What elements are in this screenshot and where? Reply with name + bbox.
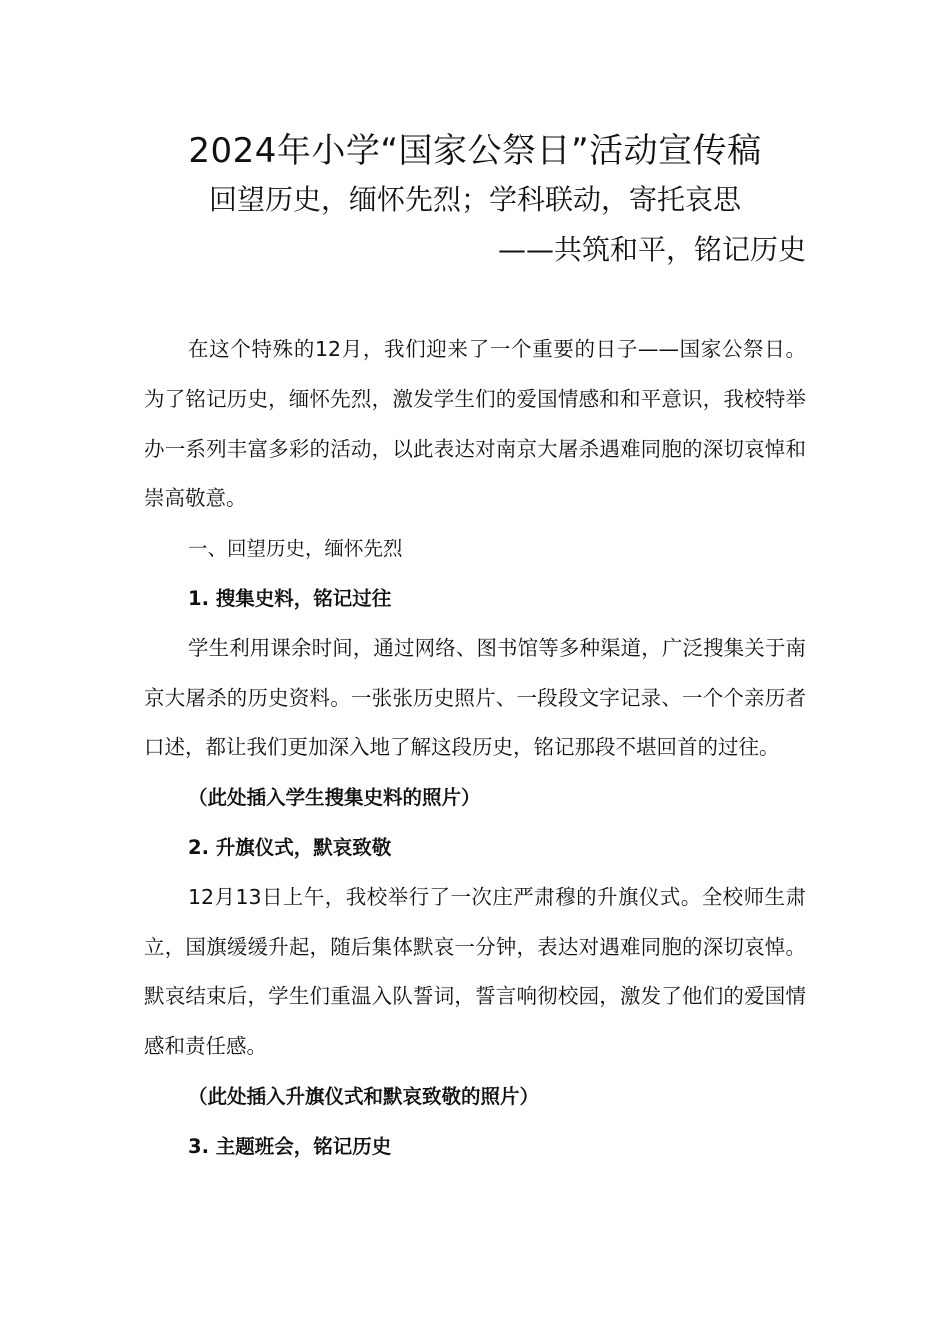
document-subtitle-2: ——共筑和平，铭记历史 [497, 233, 806, 266]
item-2-heading: 2. 升旗仪式，默哀致敬 [188, 835, 392, 859]
document-title: 2024年小学“国家公祭日”活动宣传稿 [188, 131, 762, 171]
item-1-paragraph: 学生利用课余时间，通过网络、图书馆等多种渠道，广泛搜集关于南京大屠杀的历史资料。一张张历史照片、一段段文字记录、一个个亲历者口述，都让我们更加深入地了解这段历史，铭记那段不堪回首的过往。 [144, 635, 806, 760]
item-2-paragraph: 12月13日上午，我校举行了一次庄严肃穆的升旗仪式。全校师生肃立，国旗缓缓升起，随后集体默哀一分钟，表达对遇难同胞的深切哀悼。默哀结束后，学生们重温入队誓词，誓言响彻校园，激发了他们的爱国情感和责任感。 [144, 884, 806, 1059]
item-3-heading: 3. 主题班会，铭记历史 [188, 1134, 392, 1158]
intro-paragraph: 在这个特殊的12月，我们迎来了一个重要的日子——国家公祭日。为了铭记历史，缅怀先烈，激发学生们的爱国情感和和平意识，我校特举办一系列丰富多彩的活动，以此表达对南京大屠杀遇难同胞的深切哀悼和崇高敬意。 [144, 337, 806, 511]
item-2-photo-note: （此处插入升旗仪式和默哀致敬的照片） [188, 1084, 540, 1108]
document-body [144, 325, 806, 1172]
section-1-heading: 一、回望历史，缅怀先烈 [188, 537, 403, 561]
item-1-heading: 1. 搜集史料，铭记过往 [188, 586, 392, 610]
item-1-photo-note: （此处插入学生搜集史料的照片） [188, 786, 481, 810]
document-subtitle: 回望历史，缅怀先烈；学科联动，寄托哀思 [208, 183, 741, 216]
